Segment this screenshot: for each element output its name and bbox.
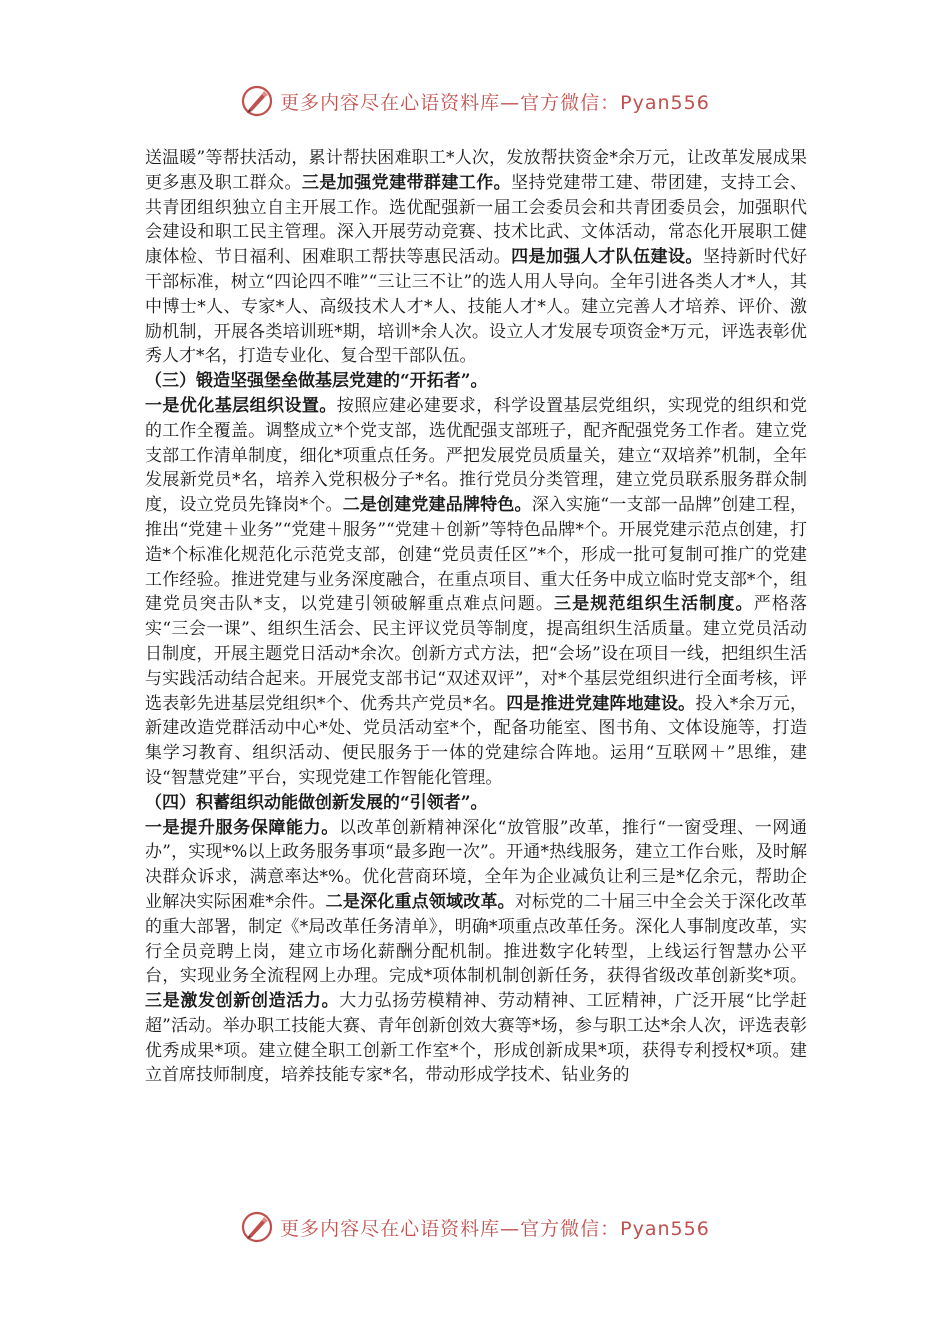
footer-watermark [0,1210,950,1244]
document-body [145,146,807,1088]
pen-logo-icon [240,1210,274,1244]
paragraph: 一是优化基层组织设置。按照应建必建要求，科学设置基层党组织，实现党的组织和党的工作全覆盖。调整成立*个党支部，选优配强支部班子，配齐配强党务工作者。建立党支部工作清单制度，细化*项重点任务。严把发展党员质量关，建立“双培养”机制，全年发展新党员*名，培养入党积极分子*名。推行党员分类管理，建立党员联系服务群众制度，设立党员先锋岗*个。二是创建党建品牌特色。深入实施“一支部一品牌”创建工程，推出“党建＋业务”“党建＋服务”“党建＋创新”等特色品牌*个。开展党建示范点创建，打造*个标准化规范化示范党支部，创建“党员责任区”*个，形成一批可复制可推广的党建工作经验。推进党建与业务深度融合，在重点项目、重大任务中成立临时党支部*个，组建党员突击队*支，以党建引领破解重点难点问题。三是规范组织生活制度。严格落实“三会一课”、组织生活会、民主评议党员等制度，提高组织生活质量。建立党员活动日制度，开展主题党日活动*余次。创新方式方法，把“会场”设在项目一线，把组织生活与实践活动结合起来。开展党支部书记“双述双评”，对*个基层党组织进行全面考核，评选表彰先进基层党组织*个、优秀共产党员*名。四是推进党建阵地建设。投入*余万元，新建改造党群活动中心*处、党员活动室*个，配备功能室、图书角、文体设施等，打造集学习教育、组织活动、便民服务于一体的党建综合阵地。运用“互联网＋”思维，建设“智慧党建”平台，实现党建工作智能化管理。 [145,395,808,788]
section-heading: （四）积蓄组织动能做创新发展的“引领者”。 [145,792,488,813]
paragraph: 送温暖”等帮扶活动，累计帮扶困难职工*人次，发放帮扶资金*余万元，让改革发展成果更多惠及职工群众。三是加强党建带群建工作。坚持党建带工建、带团建，支持工会、共青团组织独立自主开展工作。选优配强新一届工会委员会和共青团委员会，加强职代会建设和职工民主管理。深入开展劳动竞赛、技术比武、文体活动，常态化开展职工健康体检、节日福利、困难职工帮扶等惠民活动。四是加强人才队伍建设。坚持新时代好干部标准，树立“四论四不唯”“三让三不让”的选人用人导向。全年引进各类人才*人，其中博士*人、专家*人、高级技术人才*人、技能人才*人。建立完善人才培养、评价、激励机制，开展各类培训班*期，培训*余人次。设立人才发展专项资金*万元，评选表彰优秀人才*名，打造专业化、复合型干部队伍。 [145,148,808,367]
header-watermark [0,84,950,118]
paragraph: 一是提升服务保障能力。以改革创新精神深化“放管服”改革，推行“一窗受理、一网通办”，实现*%以上政务服务事项“最多跑一次”。开通*热线服务，建立工作台账，及时解决群众诉求，满意率达*%。优化营商环境，全年为企业减负让利三是*亿余元，帮助企业解决实际困难*余件。二是深化重点领域改革。对标党的二十届三中全会关于深化改革的重大部署，制定《*局改革任务清单》，明确*项重点改革任务。深化人事制度改革，实行全员竞聘上岗，建立市场化薪酬分配机制。推进数字化转型，上线运行智慧办公平台，实现业务全流程网上办理。完成*项体制机制创新任务，获得省级改革创新奖*项。三是激发创新创造活力。大力弘扬劳模精神、劳动精神、工匠精神，广泛开展“比学赶超”活动。举办职工技能大赛、青年创新创效大赛等*场，参与职工达*余人次，评选表彰优秀成果*项。建立健全职工创新工作室*个，形成创新成果*项，获得专利授权*项。建立首席技师制度，培养技能专家*名，带动形成学技术、钻业务的 [145,817,808,1086]
watermark-text: 更多内容尽在心语资料库—官方微信：Pyan556 [280,1217,710,1240]
watermark-text: 更多内容尽在心语资料库—官方微信：Pyan556 [280,91,710,114]
section-heading: （三）锻造坚强堡垒做基层党建的“开拓者”。 [145,371,488,392]
pen-logo-icon [240,84,274,118]
